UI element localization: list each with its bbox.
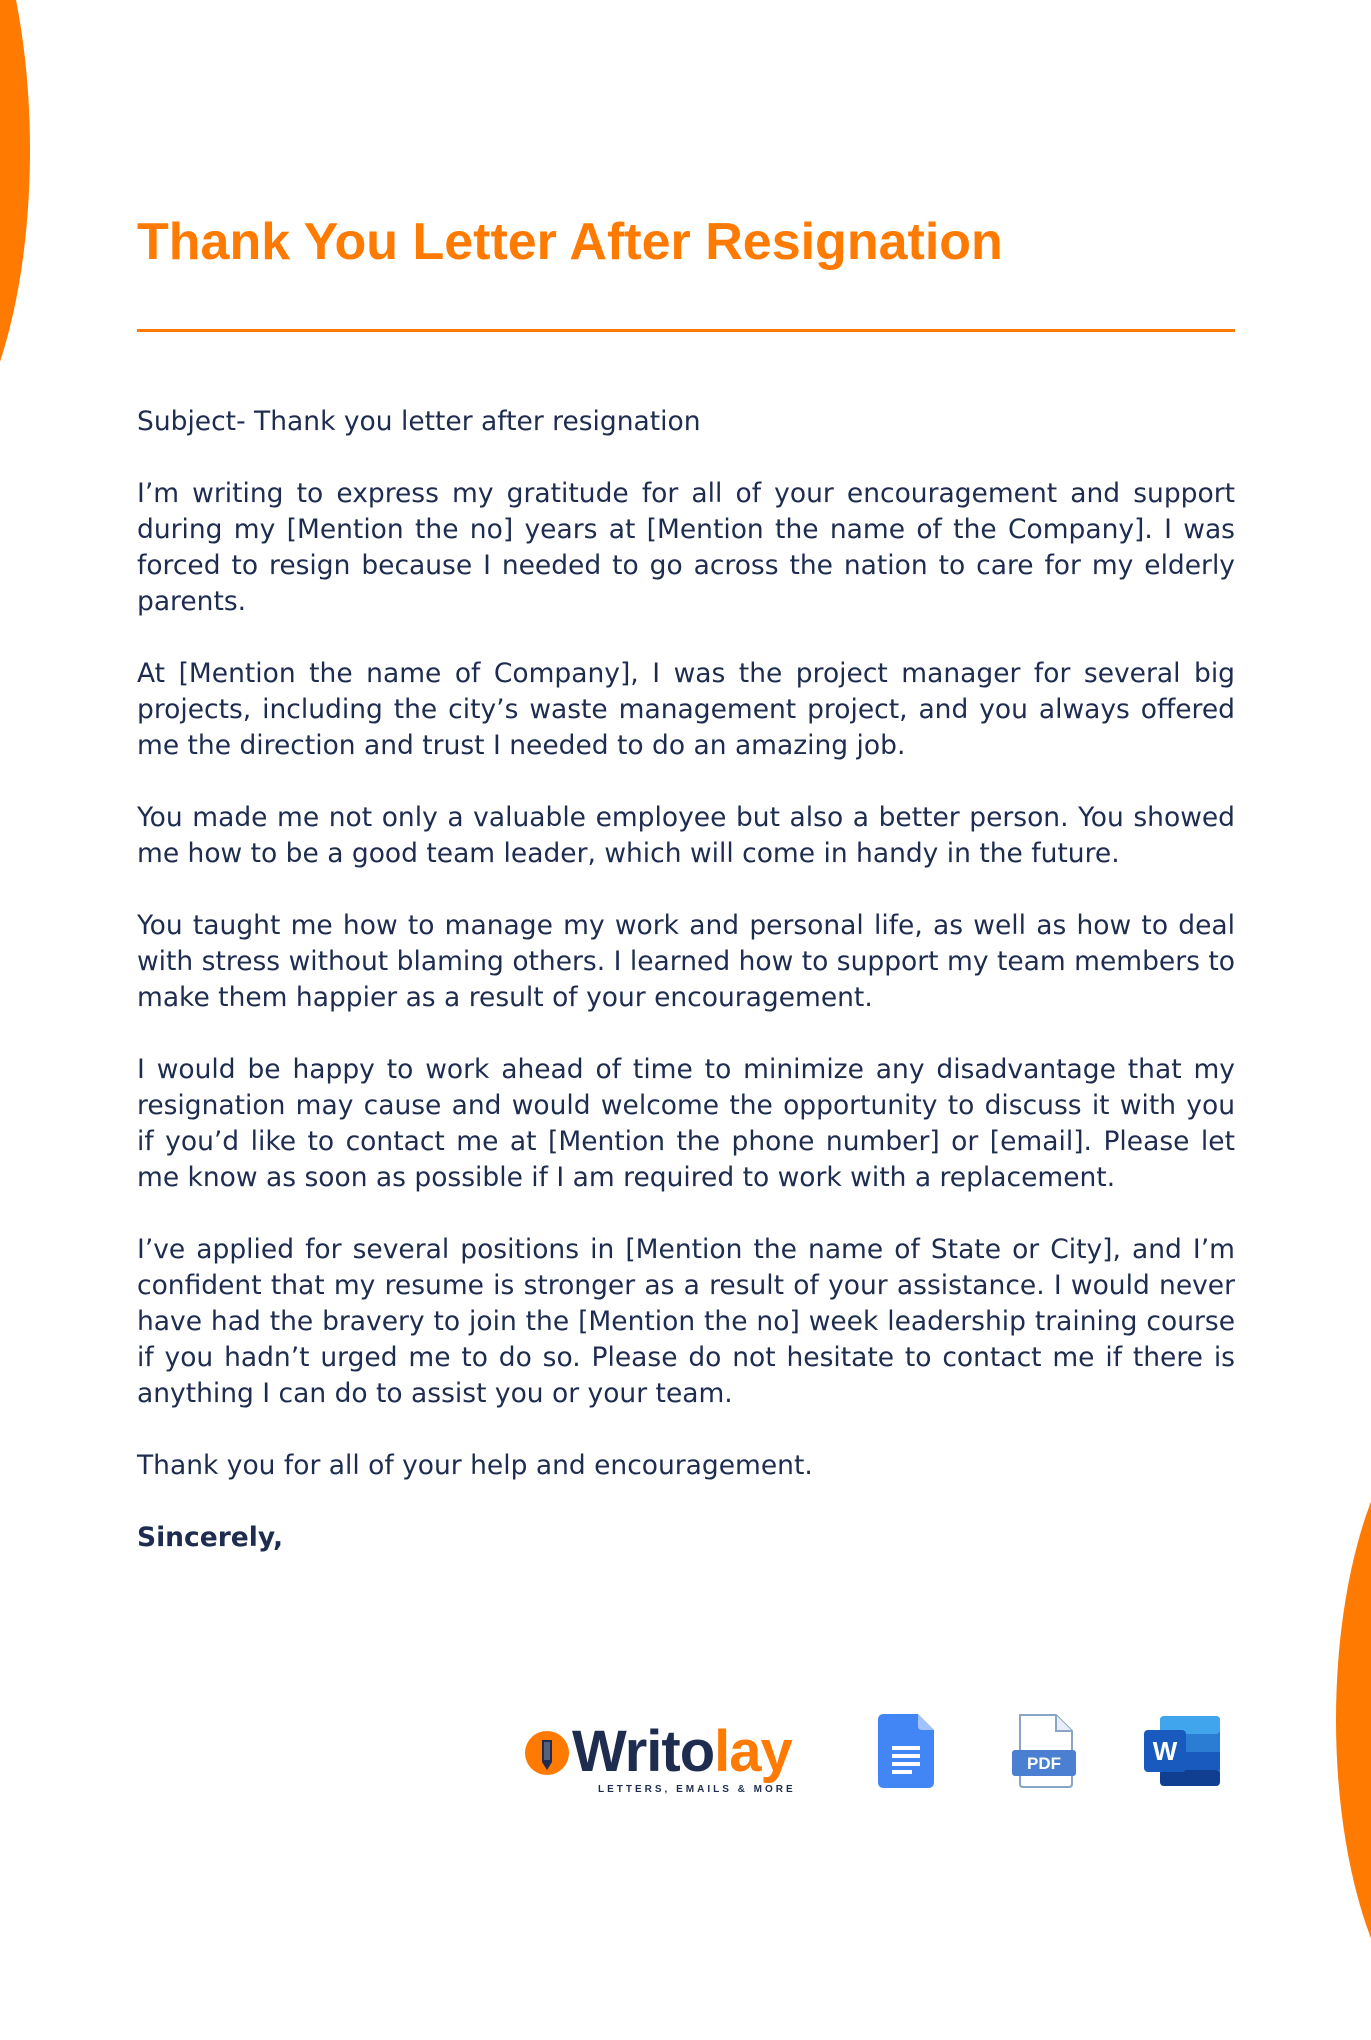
letter-paragraph: At [Mention the name of Company], I was the project manager for several big projects, including the city’s waste management project, and you always offered me the direction and trust I needed to do an amazing job. — [137, 658, 1235, 761]
word-label: W — [1152, 1736, 1178, 1766]
letter-subject: Subject- Thank you letter after resignation — [137, 406, 701, 437]
pdf-label: PDF — [1027, 1754, 1061, 1773]
letter-paragraph: Thank you for all of your help and encouragement. — [137, 1450, 813, 1481]
brand-tagline: LETTERS, EMAILS & MORE — [598, 1784, 796, 1795]
footer — [520, 1706, 1240, 1806]
page-title: Thank You Letter After Resignation — [137, 213, 1003, 271]
letter-paragraph: You made me not only a valuable employee but also a better person. You showed me how to be a good team leader, which will come in handy in the future. — [137, 802, 1235, 869]
letter-paragraph: I’ve applied for several positions in [Mention the name of State or City], and I’m confident that my resume is stronger as a result of your assistance. I would never have had the bravery to join the [Mention the no] week leadership training course if you hadn’t urged me to do so. Please do not hesitate to contact me if there is anything I can do to assist you or your team. — [137, 1234, 1235, 1409]
letter-paragraph: You taught me how to manage my work and personal life, as well as how to deal with stress without blaming others. I learned how to support my team members to make them happier as a result of your encouragement. — [137, 910, 1235, 1013]
letter-paragraph: I would be happy to work ahead of time to minimize any disadvantage that my resignation may cause and would welcome the opportunity to discuss it with you if you’d like to contact me at [Mention the phone number] or [email]. Please let me know as soon as possible if I am required to work with a replacement. — [137, 1054, 1235, 1193]
pdf-file-icon[interactable] — [1010, 1714, 1080, 1788]
letter-closing: Sincerely, — [137, 1522, 284, 1553]
word-icon[interactable] — [1142, 1714, 1222, 1788]
writolay-logo[interactable] — [520, 1716, 820, 1796]
letter-paragraph: I’m writing to express my gratitude for all of your encouragement and support during my [Mention the no] years at [Mention the name of the Company]. I was forced to resign because I needed to go across the nation to care for my elderly parents. — [137, 478, 1235, 617]
brand-name-accent: lay — [714, 1719, 792, 1784]
brand-name — [572, 1720, 792, 1784]
google-docs-icon[interactable] — [878, 1714, 938, 1788]
brand-name-main: Writo — [572, 1719, 715, 1784]
decorative-arc-right — [1336, 1400, 1371, 2040]
pencil-icon — [524, 1730, 570, 1776]
title-divider — [137, 329, 1235, 332]
decorative-arc-left — [0, 0, 30, 470]
letter-body — [137, 404, 1235, 1592]
